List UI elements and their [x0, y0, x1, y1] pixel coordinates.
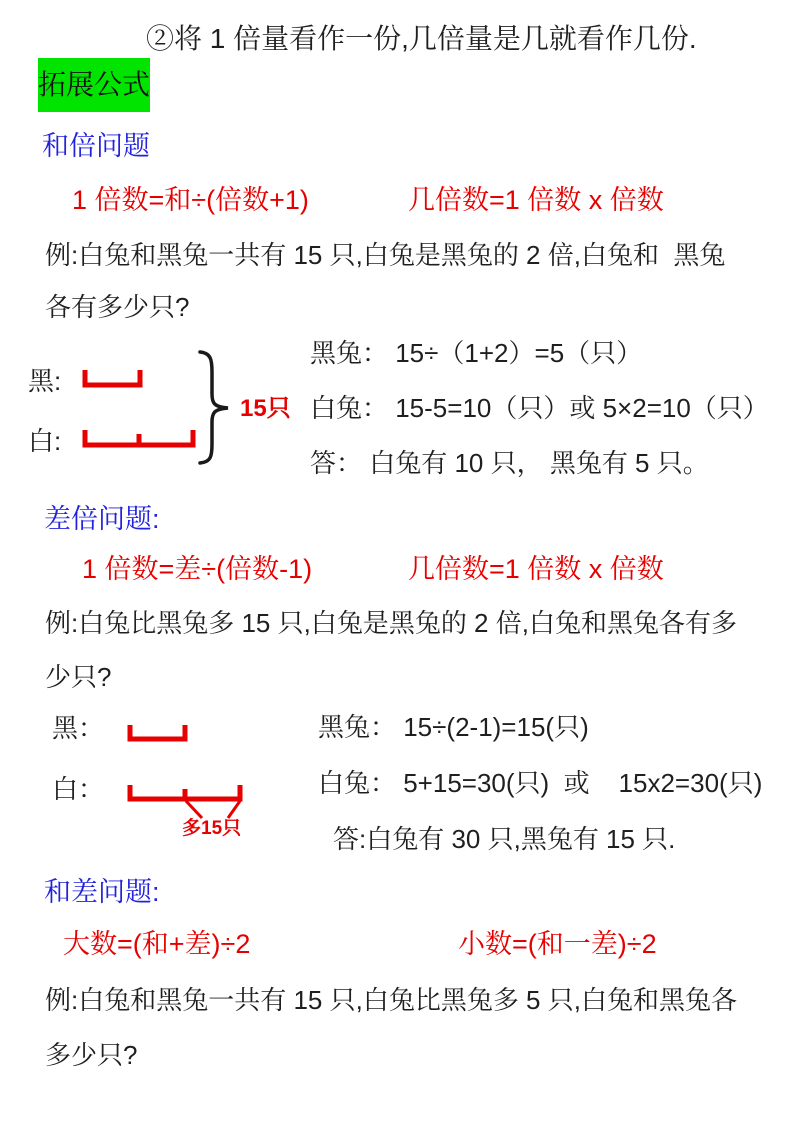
- diff-multiple-title: 差倍问题:: [44, 504, 160, 534]
- diagram1-black-bracket: [85, 370, 140, 385]
- diagram2-black-bracket: [130, 725, 185, 739]
- diagram2-pointer-line-left: [186, 801, 202, 818]
- diff-multiple-example-line1: 例:白兔比黑兔多 15 只,白兔是黑兔的 2 倍,白兔和黑兔各有多: [45, 608, 737, 638]
- diagram2-more-label: 多15只: [182, 818, 242, 838]
- diff-multiple-formula-right: 几倍数=1 倍数 x 倍数: [408, 554, 664, 584]
- sum-multiple-formula-right: 几倍数=1 倍数 x 倍数: [408, 185, 664, 215]
- diff-multiple-bar-diagram: [30, 703, 310, 838]
- diff-multiple-formula-left: 1 倍数=差÷(倍数-1): [82, 554, 313, 584]
- diff-multiple-example-line2: 少只?: [45, 662, 112, 692]
- sum-multiple-bar-diagram: [20, 342, 310, 487]
- sum-multiple-solution-line2: 白兔： 15-5=10（只）或 5×2=10（只）: [310, 393, 769, 423]
- sum-diff-formula-right: 小数=(和一差)÷2: [458, 929, 657, 959]
- sum-multiple-solution-line1: 黑兔： 15÷（1+2）=5（只）: [310, 338, 643, 368]
- sum-multiple-formula-left: 1 倍数=和÷(倍数+1): [72, 185, 309, 215]
- diagram1-white-label: 白:: [28, 426, 62, 456]
- sum-diff-example-line1: 例:白兔和黑兔一共有 15 只,白兔比黑兔多 5 只,白兔和黑兔各: [45, 985, 737, 1015]
- sum-multiple-example-line1: 例:白兔和黑兔一共有 15 只,白兔是黑兔的 2 倍,白兔和 黑兔: [45, 240, 726, 270]
- diagram2-white-label: 白：: [52, 774, 105, 804]
- diff-multiple-solution-line1: 黑兔： 15÷(2-1)=15(只): [318, 712, 589, 742]
- sum-multiple-example-line2: 各有多少只?: [45, 292, 190, 322]
- sum-diff-formula-left: 大数=(和+差)÷2: [63, 929, 251, 959]
- section-badge-expanded-formulas: [38, 58, 150, 112]
- sum-multiple-title: 和倍问题: [42, 131, 150, 161]
- diagram1-curly-brace: [200, 352, 228, 463]
- note-line: ②将 1 倍量看作一份,几倍量是几就看作几份.: [146, 23, 697, 54]
- sum-diff-title: 和差问题:: [44, 877, 160, 907]
- section-badge-label: 拓展公式: [38, 69, 151, 101]
- diagram1-black-label: 黑:: [28, 366, 62, 396]
- diagram2-black-label: 黑：: [52, 713, 105, 743]
- sum-multiple-answer-line: 答： 白兔有 10 只， 黑兔有 5 只。: [310, 448, 709, 478]
- diff-multiple-answer-line: 答:白兔有 30 只,黑兔有 15 只.: [333, 824, 676, 854]
- diagram2-pointer-line-right: [228, 801, 240, 818]
- sum-diff-example-line2: 多少只?: [45, 1040, 138, 1070]
- diff-multiple-solution-line2: 白兔： 5+15=30(只) 或 15x2=30(只): [318, 768, 763, 798]
- diagram1-total-label: 15只: [240, 395, 291, 422]
